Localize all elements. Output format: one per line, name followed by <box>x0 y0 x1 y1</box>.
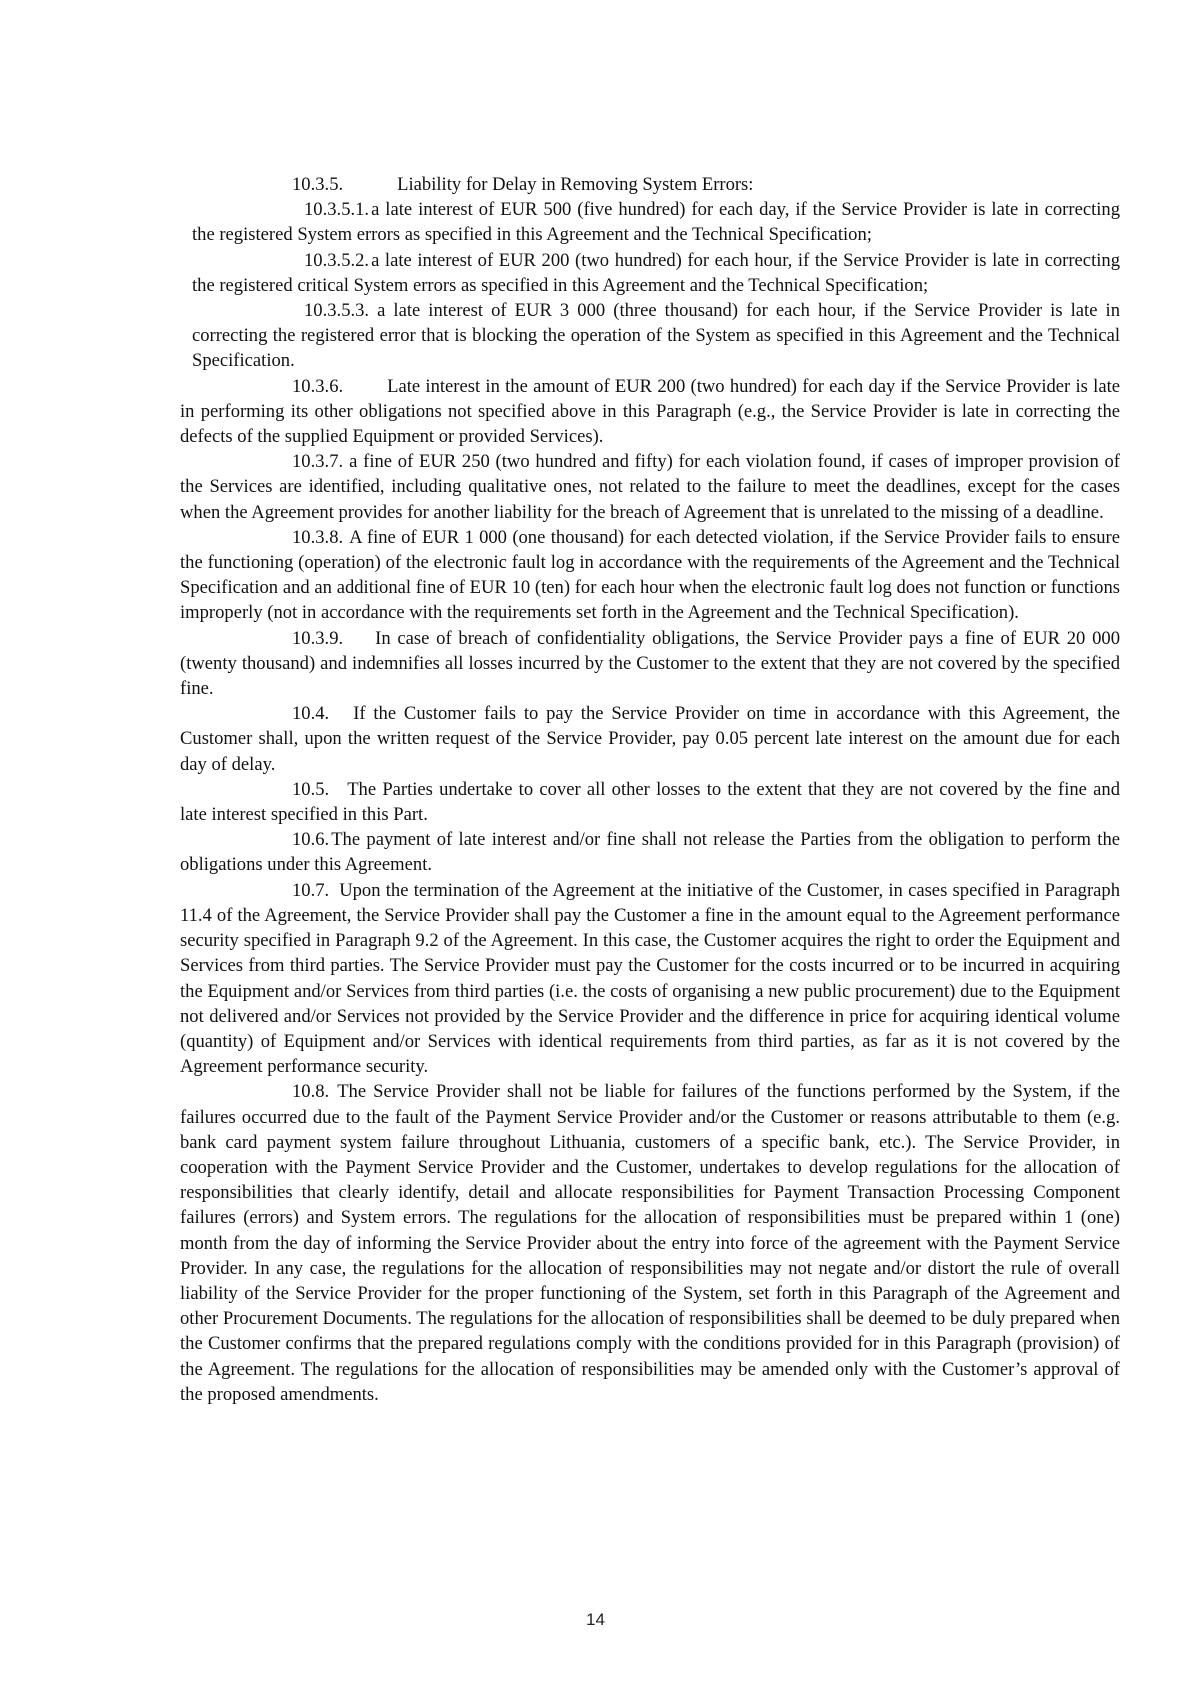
clause-number: 10.3.5.1. <box>304 199 370 221</box>
clause-10-3-5-2 <box>180 248 1120 298</box>
clause-text: If the Customer fails to pay the Service Provider on time in accordance with this Agreement, the Customer shall, upon the written request of the Service Provider, pay 0.05 percent late interest on the amount due for each day of delay. <box>180 703 1120 775</box>
clause-10-4 <box>180 701 1120 777</box>
clause-10-5 <box>180 777 1120 827</box>
clause-10-7 <box>180 878 1120 1080</box>
clause-number: 10.6. <box>292 829 330 851</box>
clause-number: 10.3.8. <box>292 526 344 548</box>
clause-10-3-6 <box>180 374 1120 450</box>
clause-text: Liability for Delay in Removing System Errors: <box>397 174 754 195</box>
clause-text: A fine of EUR 1 000 (one thousand) for each detected violation, if the Service Provider fails to ensure the functioning (operation) of the electronic fault log in accordance with the requirements of the Agreement and the Technical Specification and an additional fine of EUR 10 (ten) for each hour when the electronic fault log does not function or functions improperly (not in accordance with the requirements set forth in the Agreement and the Technical Specification). <box>180 526 1120 624</box>
clause-number: 10.3.6. <box>292 375 344 397</box>
clause-number: 10.3.5.3. <box>304 300 370 322</box>
clause-10-3-7 <box>180 449 1120 525</box>
clause-text: The payment of late interest and/or fine shall not release the Parties from the obligation to perform the obligations under this Agreement. <box>180 829 1120 876</box>
clause-text: Late interest in the amount of EUR 200 (two hundred) for each day if the Service Provider is late in performing its other obligations not specified above in this Paragraph (e.g., the Service Provider is late in correcting the defects of the supplied Equipment or provided Services). <box>180 375 1120 448</box>
clause-text: a late interest of EUR 3 000 (three thousand) for each hour, if the Service Provider is late in correcting the registered error that is blocking the operation of the System as specified in this Agreement and the Technical Specification. <box>192 300 1120 372</box>
clause-text: a late interest of EUR 500 (five hundred) for each day, if the Service Provider is late in correcting the registered System errors as specified in this Agreement and the Technical Specification; <box>192 199 1120 246</box>
clause-10-6 <box>180 827 1120 877</box>
clause-10-3-5-1 <box>180 197 1120 247</box>
clause-text: Upon the termination of the Agreement at the initiative of the Customer, in cases specified in Paragraph 11.4 of the Agreement, the Service Provider shall pay the Customer a fine in the amount equal to the Agreement performance security specified in Paragraph 9.2 of the Agreement. In this case, the Customer acquires the right to order the Equipment and Services from third parties. The Service Provider must pay the Customer for the costs incurred or to be incurred in acquiring the Equipment and/or Services from third parties (i.e. the costs of organising a new public procurement) due to the Equipment not delivered and/or Services not provided by the Service Provider and the difference in price for acquiring identical volume (quantity) of Equipment and/or Services with identical requirements from third parties, as far as it is not covered by the Agreement performance security. <box>180 879 1120 1078</box>
clause-10-3-5-3 <box>180 298 1120 374</box>
clause-number: 10.3.5.2. <box>304 249 370 271</box>
clause-number: 10.3.7. <box>292 451 344 473</box>
clause-10-3-5 <box>180 172 1120 197</box>
page-number: 14 <box>586 1610 605 1629</box>
clause-10-3-9 <box>180 626 1120 702</box>
clause-10-8 <box>180 1079 1120 1407</box>
clause-text: The Service Provider shall not be liable for failures of the functions performed by the System, if the failures occurred due to the fault of the Payment Service Provider and/or the Customer or reasons attributable to them (e.g. bank card payment system failure throughout Lithuania, customers of a specific bank, etc.). The Service Provider, in cooperation with the Payment Service Provider and the Customer, undertakes to develop regulations for the allocation of responsibilities that clearly identify, detail and allocate responsibilities for Payment Transaction Processing Component failures (errors) and System errors. The regulations for the allocation of responsibilities must be prepared within 1 (one) month from the day of informing the Service Provider about the entry into force of the agreement with the Payment Service Provider. In any case, the regulations for the allocation of responsibilities may not negate and/or distort the rule of overall liability of the Service Provider for the proper functioning of the System, set forth in this Paragraph of the Agreement and other Procurement Documents. The regulations for the allocation of responsibilities shall be deemed to be duly prepared when the Customer confirms that the prepared regulations comply with the conditions provided for in this Paragraph (provision) of the Agreement. The regulations for the allocation of responsibilities may be amended only with the Customer’s approval of the proposed amendments. <box>180 1081 1120 1405</box>
clause-text: a late interest of EUR 200 (two hundred) for each hour, if the Service Provider is late in correcting the registered critical System errors as specified in this Agreement and the Technical Specification; <box>192 249 1120 296</box>
clause-text: The Parties undertake to cover all other losses to the extent that they are not covered by the fine and late interest specified in this Part. <box>180 778 1120 826</box>
document-body <box>180 172 1120 1407</box>
clause-10-3-8 <box>180 525 1120 626</box>
clause-text: In case of breach of confidentiality obligations, the Service Provider pays a fine of EUR 20 000 (twenty thousand) and indemnifies all losses incurred by the Customer to the extent that they are not covered by the specified fine. <box>180 627 1120 700</box>
clause-number: 10.3.5. <box>292 174 344 195</box>
clause-number: 10.5. <box>292 778 330 800</box>
clause-number: 10.3.9. <box>292 627 344 649</box>
clause-number: 10.8. <box>292 1081 330 1103</box>
clause-number: 10.7. <box>292 879 330 901</box>
clause-text: a fine of EUR 250 (two hundred and fifty) for each violation found, if cases of improper provision of the Services are identified, including qualitative ones, not related to the failure to meet the deadlines, except for the cases when the Agreement provides for another liability for the breach of Agreement that is unrelated to the missing of a deadline. <box>180 451 1120 523</box>
clause-number: 10.4. <box>292 703 330 725</box>
